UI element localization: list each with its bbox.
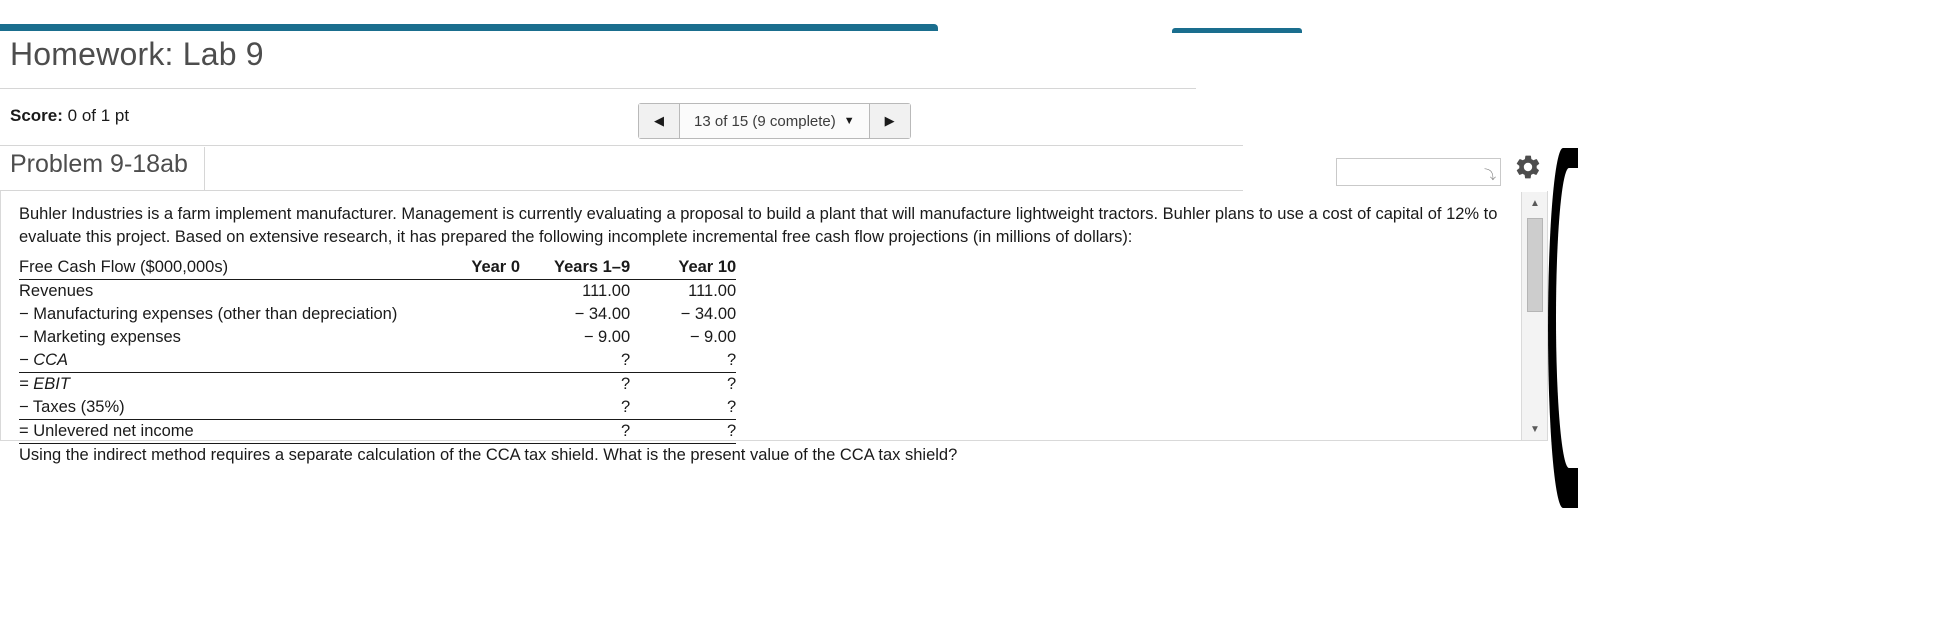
cell-year10: ?: [630, 349, 736, 373]
score-row: [0, 90, 1243, 146]
problem-question-text: Using the indirect method requires a separate calculation of the CCA tax shield. What is the present value of the CCA tax shield?: [19, 446, 958, 464]
cell-year0: [414, 326, 520, 349]
row-label: − Manufacturing expenses (other than depreciation): [19, 305, 398, 323]
cell-year0: [414, 349, 520, 373]
tab-problem-9-18ab[interactable]: Problem 9-18ab: [10, 150, 188, 178]
chevron-down-icon[interactable]: ▼: [843, 115, 855, 127]
table-row: [19, 280, 736, 304]
score-value: 0 of 1 pt: [67, 106, 130, 125]
question-counter-text: 13 of 15 (9 complete): [694, 112, 836, 130]
cell-years1to9: 111.00: [582, 282, 631, 300]
table-row: [19, 396, 736, 420]
score-label: Score:: [10, 106, 63, 125]
accent-bar-right: [1172, 28, 1302, 33]
cell-year0: [414, 303, 520, 326]
cell-years1to9: ?: [620, 375, 631, 393]
row-label: = Unlevered net income: [19, 420, 414, 444]
column-header-year0: Year 0: [414, 256, 520, 280]
tab-divider: [204, 147, 205, 191]
cell-year10: − 9.00: [689, 328, 737, 346]
cell-year10: ?: [630, 396, 736, 420]
cell-year0: [414, 396, 520, 420]
scroll-down-arrow-icon[interactable]: ▼: [1530, 423, 1540, 435]
problem-tab-row: [0, 146, 1243, 191]
row-label: − Taxes (35%): [19, 396, 414, 420]
row-label: = EBIT: [19, 375, 70, 393]
question-selector[interactable]: [680, 104, 869, 138]
column-header-label: Free Cash Flow ($000,000s): [19, 256, 414, 280]
free-cash-flow-table: [19, 256, 736, 444]
accent-bar-left: [0, 24, 938, 31]
column-header-year10: Year 10: [630, 256, 736, 280]
enter-arrow-icon: ⤵: [1483, 168, 1496, 182]
title-row: [0, 34, 1196, 89]
cell-year10: ?: [726, 375, 737, 393]
content-scrollbar[interactable]: [1521, 192, 1547, 440]
page-title: Homework: Lab 9: [10, 36, 264, 72]
gear-icon[interactable]: [1514, 153, 1542, 181]
question-pager[interactable]: [638, 103, 911, 139]
problem-content-panel: [0, 191, 1548, 464]
scrollbar-thumb[interactable]: [1527, 218, 1543, 312]
table-header-row: [19, 256, 736, 280]
row-label: − Marketing expenses: [19, 328, 181, 346]
score-display: [10, 106, 129, 126]
table-row: [19, 349, 736, 373]
cell-year0: [414, 373, 520, 397]
cell-years1to9: ?: [520, 349, 630, 373]
cell-year10: 111.00: [688, 282, 737, 300]
next-question-button[interactable]: ▶: [869, 104, 910, 138]
cell-years1to9: − 9.00: [583, 328, 631, 346]
cell-year10: − 34.00: [680, 305, 737, 323]
table-row: [19, 303, 736, 326]
cell-year0: [414, 420, 520, 444]
table-row: [19, 420, 736, 444]
problem-intro-text: Buhler Industries is a farm implement manufacturer. Management is currently evaluating a proposal to build a plant that will manufacture lightweight tractors. Buhler plans to use a cost of capital of 12% to evaluate this project. Based on extensive research, it has prepared the following incomplete incremental free cash flow projections (in millions of dollars):: [19, 205, 1498, 247]
row-label: − CCA: [19, 349, 414, 373]
cell-years1to9: − 34.00: [574, 305, 631, 323]
cell-years1to9: ?: [520, 420, 630, 444]
row-label: Revenues: [19, 282, 94, 300]
prev-question-button[interactable]: ◀: [639, 104, 680, 138]
cell-years1to9: ?: [520, 396, 630, 420]
column-header-years1to9: Years 1–9: [520, 256, 630, 280]
cell-year10: ?: [630, 420, 736, 444]
cell-year0: [414, 280, 520, 304]
answer-input[interactable]: [1336, 158, 1501, 186]
table-row: [19, 373, 736, 397]
table-row: [19, 326, 736, 349]
scroll-up-arrow-icon[interactable]: ▲: [1530, 197, 1540, 209]
decorative-edge-highlight: [1556, 168, 1582, 468]
